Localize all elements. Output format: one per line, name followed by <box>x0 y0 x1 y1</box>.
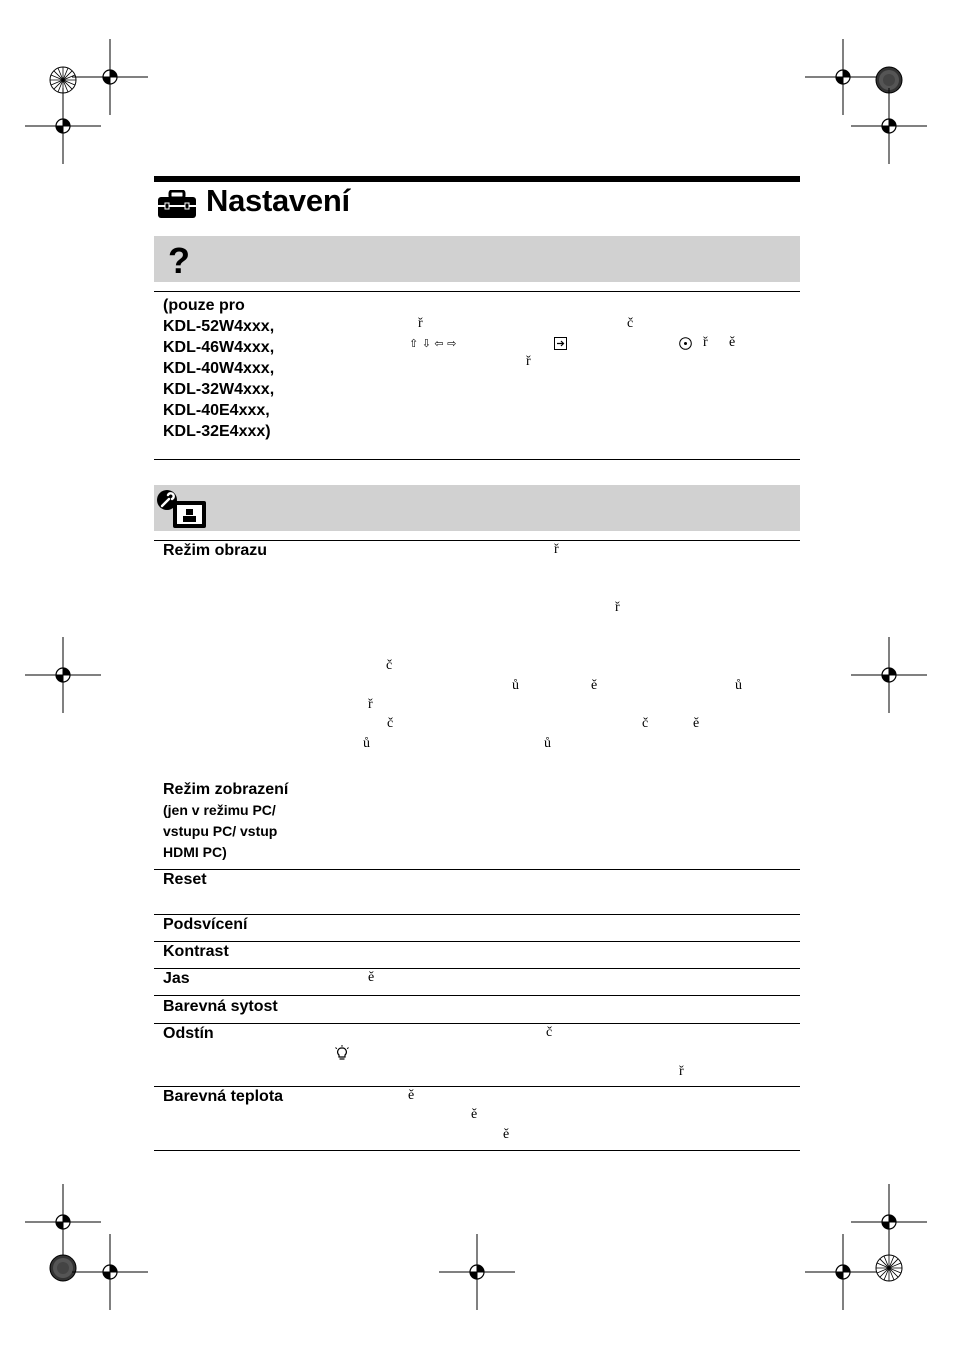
page-title: Nastavení <box>206 183 350 218</box>
glyph: ě <box>729 335 736 350</box>
setting-barevna-teplota: Barevná teplota <box>163 1088 284 1105</box>
setting-reset: Reset <box>163 871 207 888</box>
divider <box>154 1023 800 1024</box>
tip-lightbulb-icon <box>334 1045 350 1061</box>
glyph: ř <box>679 1064 684 1079</box>
setting-jas: Jas <box>163 970 190 987</box>
glyph: ř <box>368 697 373 712</box>
glyph: ř <box>418 316 423 331</box>
setting-odstin: Odstín <box>163 1025 214 1042</box>
glyph: ů <box>363 736 370 751</box>
glyph: ě <box>693 716 700 731</box>
wrench-screen-icon <box>156 489 208 529</box>
glyph: č <box>387 716 394 731</box>
enter-key-icon <box>554 337 567 350</box>
glyph: ě <box>471 1107 478 1122</box>
glyph: č <box>546 1025 553 1040</box>
divider <box>154 869 800 870</box>
setting-rezim-obrazu: Režim obrazu <box>163 542 268 559</box>
glyph: ě <box>408 1088 415 1103</box>
arrow-keys-icon: ⇧ ⇩ ⇦ ⇨ <box>409 337 457 350</box>
toolbox-icon <box>157 190 197 220</box>
help-band <box>154 236 800 282</box>
picture-settings-band <box>154 485 800 531</box>
glyph: ů <box>544 736 551 751</box>
header-rule <box>154 176 800 182</box>
glyph: ř <box>703 335 708 350</box>
setting-kontrast: Kontrast <box>163 943 229 960</box>
glyph: č <box>642 716 649 731</box>
glyph: ř <box>554 542 559 557</box>
glyph: ř <box>615 600 620 615</box>
divider <box>154 291 800 292</box>
question-icon: ? <box>168 240 190 281</box>
setting-note: (jen v režimu PC/ vstupu PC/ vstup HDMI PC) <box>163 802 278 860</box>
divider <box>154 941 800 942</box>
glyph: ě <box>591 678 598 693</box>
glyph: č <box>386 658 393 673</box>
glyph: ě <box>503 1127 510 1142</box>
glyph: č <box>627 316 634 331</box>
circle-button-icon <box>679 337 692 350</box>
setting-podsviceni: Podsvícení <box>163 916 248 933</box>
divider <box>154 459 800 460</box>
setting-barevna-sytost: Barevná sytost <box>163 998 278 1015</box>
glyph: ů <box>735 678 742 693</box>
setting-rezim-zobrazeni: Režim zobrazení <box>163 781 289 798</box>
divider <box>154 968 800 969</box>
glyph: ě <box>368 970 375 985</box>
glyph: ř <box>526 354 531 369</box>
divider <box>154 1150 800 1151</box>
glyph: ů <box>512 678 519 693</box>
divider <box>154 914 800 915</box>
model-list: (pouze pro KDL-52W4xxx, KDL-46W4xxx, KDL-40W4xxx, KDL-32W4xxx, KDL-40E4xxx, KDL-32E4xxx) <box>163 297 275 440</box>
